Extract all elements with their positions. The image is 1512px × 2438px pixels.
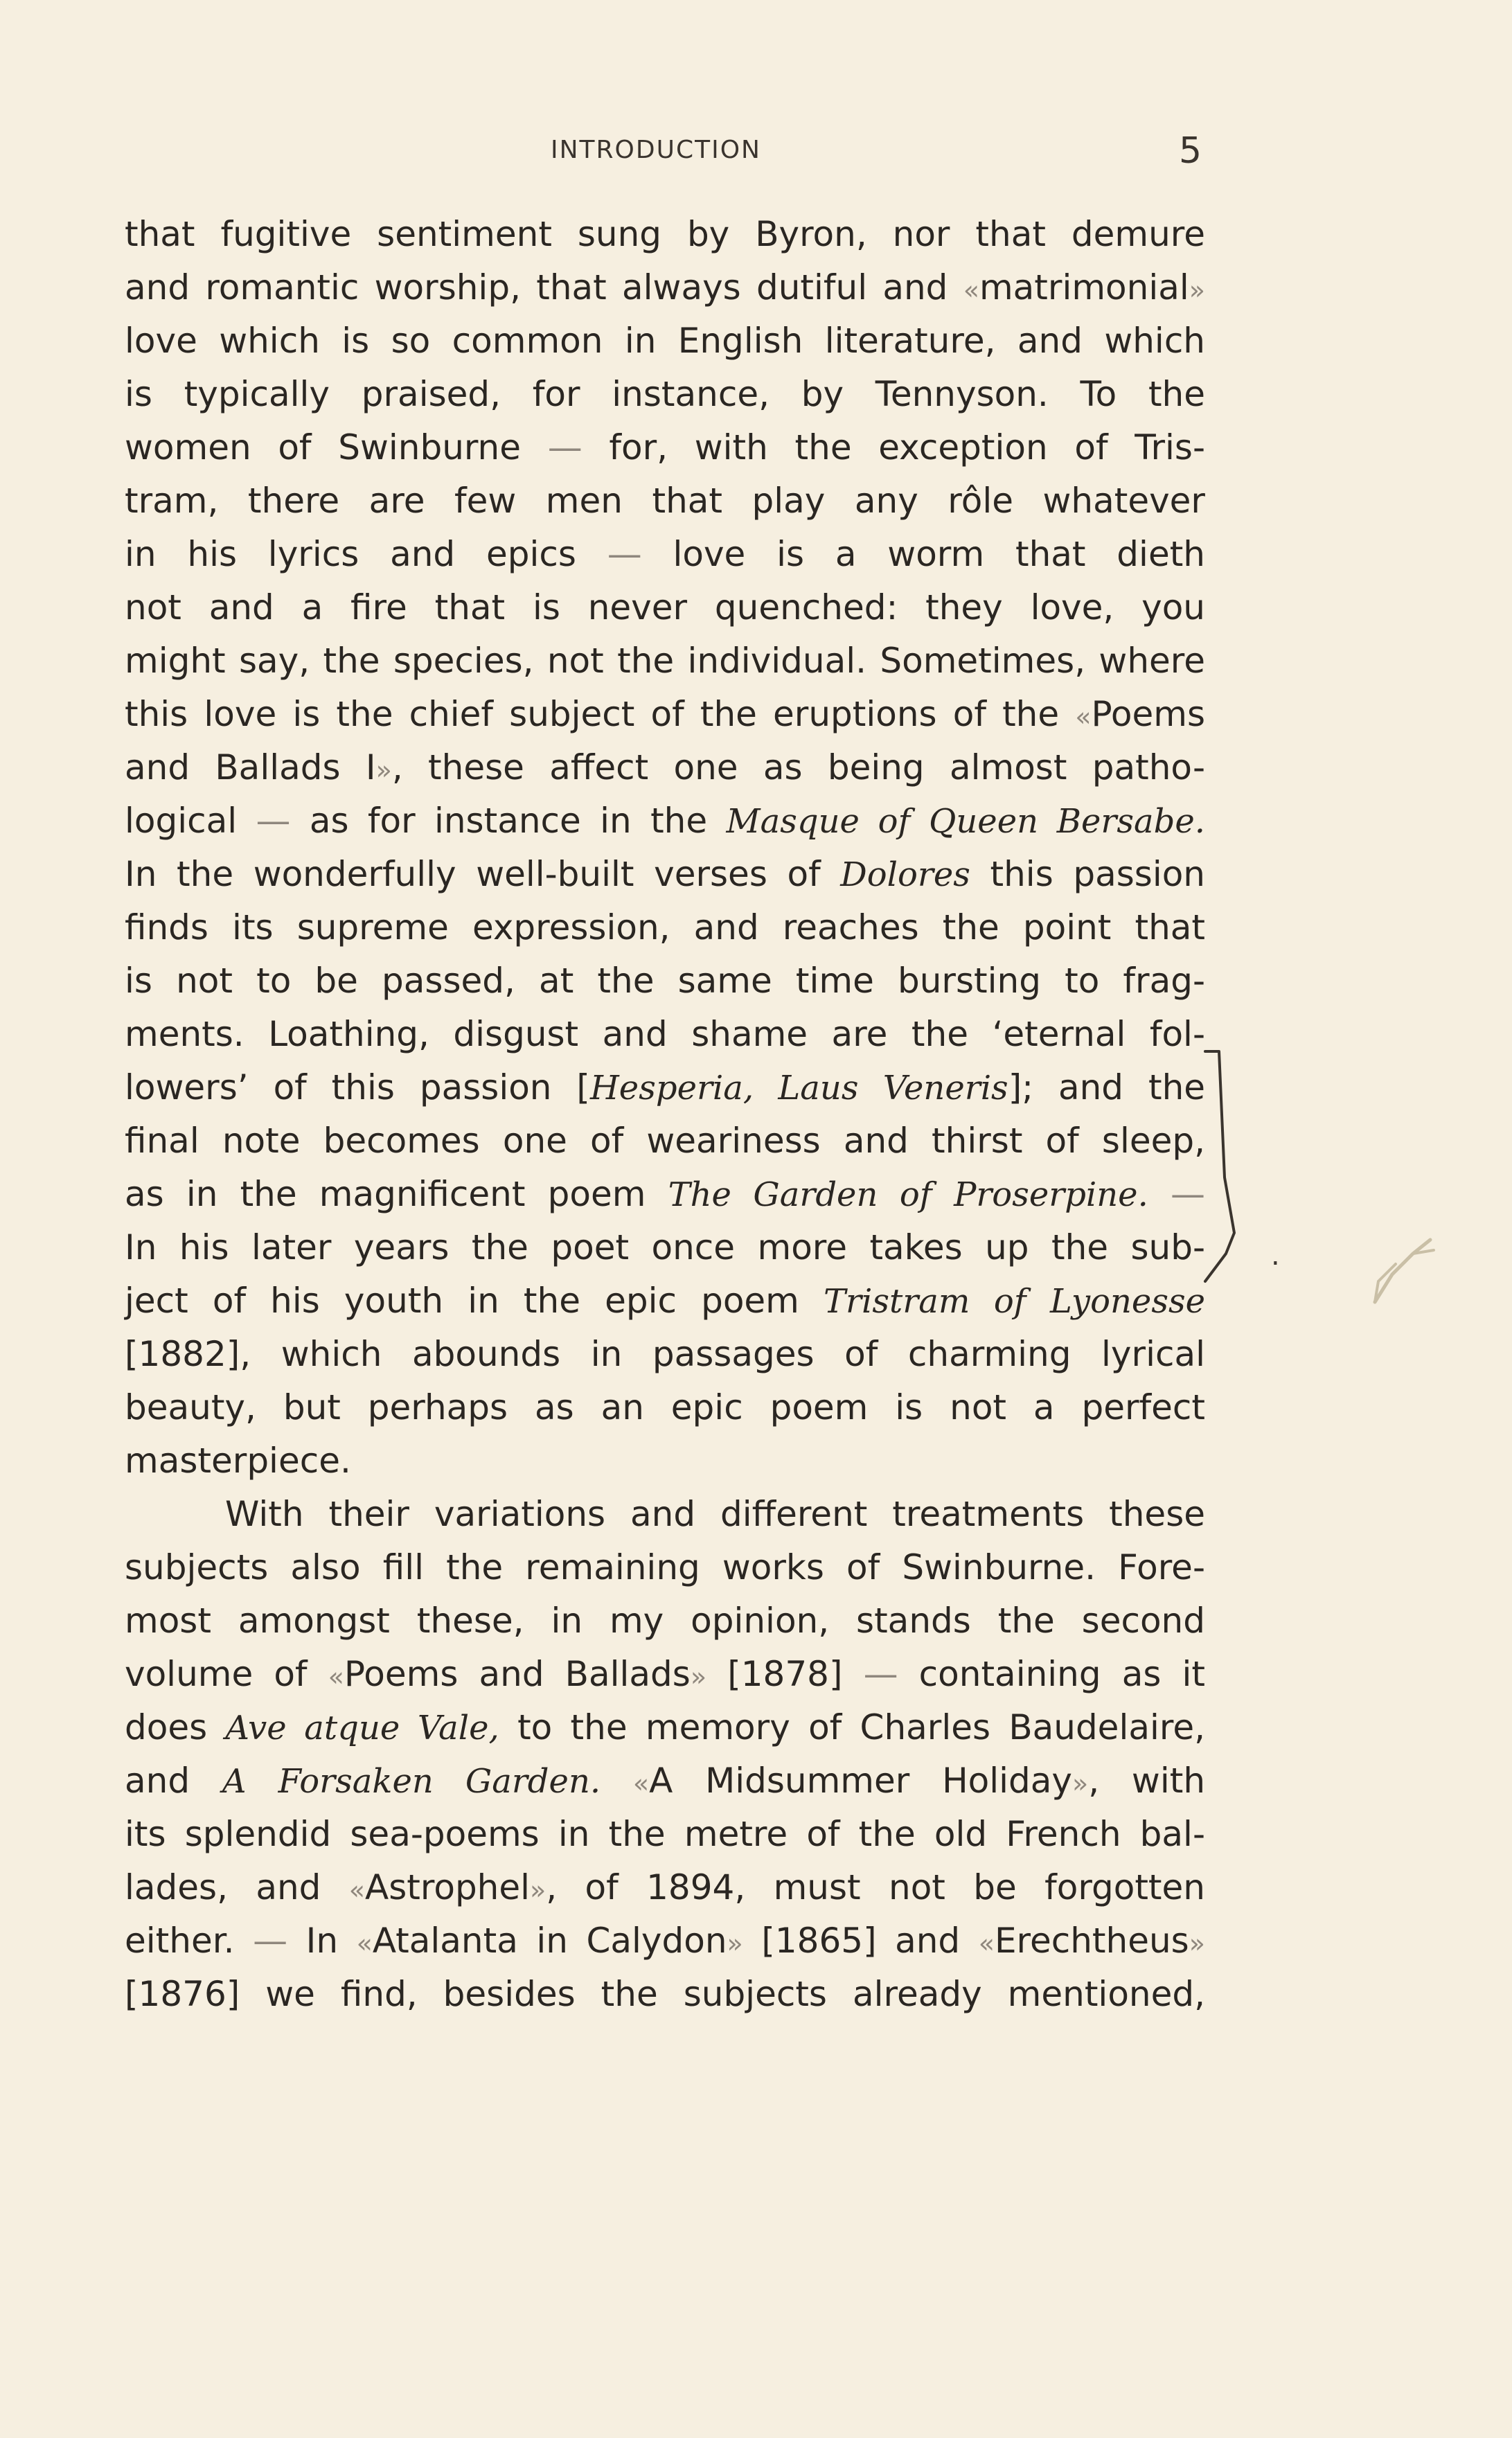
italic-title: A Forsaken Garden. bbox=[222, 1762, 601, 1801]
text-line bbox=[125, 1808, 1205, 1861]
text-segment: ject of his youth in the epic poem bbox=[125, 1281, 824, 1321]
text-segment: for, with the exception of Tris- bbox=[582, 427, 1205, 468]
text-segment: in his lyrics and epics bbox=[125, 534, 607, 574]
text-line bbox=[125, 208, 1205, 261]
text-segment: ]; and the bbox=[1008, 1067, 1206, 1107]
text-line bbox=[125, 1381, 1205, 1434]
text-segment: Erechtheus bbox=[994, 1921, 1189, 1961]
text-segment: « bbox=[978, 1928, 995, 1959]
text-segment: — bbox=[863, 1654, 898, 1694]
text-line bbox=[125, 741, 1205, 794]
text-segment: final note becomes one of weariness and thirst of sleep, bbox=[125, 1121, 1205, 1161]
text-line bbox=[125, 794, 1205, 848]
text-segment: » bbox=[727, 1928, 743, 1959]
text-segment: as for instance in the bbox=[290, 801, 727, 841]
text-line bbox=[125, 261, 1205, 314]
text-line bbox=[125, 1594, 1205, 1648]
italic-title: Masque of Queen Bersabe. bbox=[726, 802, 1205, 841]
text-segment: as in the magnificent poem bbox=[125, 1174, 668, 1214]
text-segment: — bbox=[607, 534, 642, 574]
italic-title: The Garden of Proserpine. bbox=[668, 1175, 1148, 1214]
text-line bbox=[125, 1168, 1205, 1221]
text-segment: finds its supreme expression, and reaches the point that bbox=[125, 907, 1205, 947]
text-segment: to the memory of Charles Baudelaire, bbox=[499, 1707, 1205, 1747]
text-segment: containing as it bbox=[898, 1654, 1205, 1694]
text-segment: [1882], which abounds in passages of charming lyrical bbox=[125, 1334, 1205, 1374]
text-line bbox=[125, 1914, 1205, 1968]
text-line bbox=[125, 581, 1205, 634]
text-line bbox=[125, 848, 1205, 901]
text-line bbox=[125, 368, 1205, 421]
running-head-title: INTRODUCTION bbox=[551, 136, 761, 164]
margin-dot-mark: . bbox=[1271, 1240, 1280, 1272]
text-line bbox=[125, 1061, 1205, 1114]
text-segment: In bbox=[287, 1921, 357, 1961]
text-line bbox=[125, 1701, 1205, 1754]
text-segment: — bbox=[253, 1921, 288, 1961]
text-segment: « bbox=[328, 1662, 344, 1692]
text-segment: is typically praised, for instance, by Tennyson. To the bbox=[125, 374, 1205, 414]
text-segment: » bbox=[1072, 1768, 1089, 1799]
text-line bbox=[125, 1434, 1205, 1488]
text-segment: its splendid sea-poems in the metre of the old French bal- bbox=[125, 1814, 1205, 1854]
text-segment: Poems and Ballads bbox=[344, 1654, 691, 1694]
text-segment: ments. Loathing, disgust and shame are the ‘eternal fol- bbox=[125, 1014, 1205, 1054]
text-segment: might say, the species, not the individual. Sometimes, where bbox=[125, 641, 1205, 681]
text-segment: [1876] we find, besides the subjects already mentioned, bbox=[125, 1974, 1205, 2014]
italic-title: Hesperia, Laus Veneris bbox=[589, 1069, 1008, 1107]
text-segment: — bbox=[547, 427, 582, 468]
text-line bbox=[125, 1274, 1205, 1328]
text-segment bbox=[601, 1761, 633, 1801]
text-segment: [1878] bbox=[706, 1654, 864, 1694]
margin-pencil-mark bbox=[1364, 1233, 1448, 1309]
text-line bbox=[125, 1008, 1205, 1061]
text-segment: either. bbox=[125, 1921, 254, 1961]
text-segment: most amongst these, in my opinion, stands the second bbox=[125, 1601, 1205, 1641]
text-line bbox=[125, 1221, 1205, 1274]
text-segment: » bbox=[1189, 275, 1205, 305]
text-segment: « bbox=[963, 275, 979, 305]
running-head bbox=[0, 130, 1512, 172]
text-segment: With their variations and different treatments these bbox=[225, 1494, 1205, 1534]
text-segment: this love is the chief subject of the eruptions of the bbox=[125, 694, 1076, 734]
text-line bbox=[125, 1328, 1205, 1381]
text-line bbox=[125, 528, 1205, 581]
text-segment: In his later years the poet once more takes up the sub- bbox=[125, 1227, 1205, 1267]
margin-bracket-mark bbox=[1198, 1046, 1281, 1295]
text-segment: A Midsummer Holiday bbox=[649, 1761, 1073, 1801]
text-segment: « bbox=[1075, 702, 1092, 732]
text-segment: Poems bbox=[1091, 694, 1205, 734]
text-segment: « bbox=[348, 1875, 366, 1905]
text-line bbox=[125, 1114, 1205, 1168]
text-segment: Astrophel bbox=[365, 1867, 531, 1907]
text-line bbox=[125, 314, 1205, 368]
text-line bbox=[125, 634, 1205, 688]
text-segment: lowers’ of this passion [ bbox=[125, 1067, 590, 1107]
text-line bbox=[125, 954, 1205, 1008]
text-line bbox=[125, 421, 1205, 474]
text-segment: tram, there are few men that play any rôle whatever bbox=[125, 481, 1205, 521]
text-line bbox=[125, 1861, 1205, 1914]
text-segment: does bbox=[125, 1707, 226, 1747]
text-segment: , these affect one as being almost patho- bbox=[391, 747, 1205, 788]
text-segment: Atalanta in Calydon bbox=[372, 1921, 727, 1961]
text-segment: beauty, but perhaps as an epic poem is not a perfect bbox=[125, 1387, 1205, 1427]
text-segment: volume of bbox=[125, 1654, 328, 1694]
text-segment: subjects also fill the remaining works of Swinburne. Fore- bbox=[125, 1547, 1205, 1587]
text-segment: — bbox=[256, 801, 291, 841]
text-segment: love which is so common in English literature, and which bbox=[125, 321, 1205, 361]
text-segment: , with bbox=[1088, 1761, 1206, 1801]
text-segment: [1865] and bbox=[742, 1921, 979, 1961]
text-segment: » bbox=[530, 1875, 546, 1905]
text-line bbox=[125, 474, 1205, 528]
text-segment: , of 1894, must not be forgotten bbox=[546, 1867, 1205, 1907]
text-segment: lades, and bbox=[125, 1867, 349, 1907]
body-text bbox=[125, 208, 1205, 2021]
italic-title: Tristram of Lyonesse bbox=[824, 1282, 1205, 1321]
text-segment: and Ballads I bbox=[125, 747, 376, 788]
text-line bbox=[125, 1488, 1205, 1541]
text-segment: and bbox=[125, 1761, 222, 1801]
text-segment: » bbox=[690, 1662, 707, 1692]
text-segment: not and a fire that is never quenched: they love, you bbox=[125, 587, 1205, 628]
italic-title: Ave atque Vale, bbox=[225, 1709, 499, 1747]
text-segment: — bbox=[1171, 1174, 1206, 1214]
text-segment: « bbox=[632, 1768, 650, 1799]
italic-title: Dolores bbox=[840, 855, 970, 894]
text-segment: that fugitive sentiment sung by Byron, nor that demure bbox=[125, 214, 1205, 254]
text-segment: In the wonderfully well-built verses of bbox=[125, 854, 841, 894]
text-line bbox=[125, 1648, 1205, 1701]
text-segment: this passion bbox=[970, 854, 1205, 894]
text-segment: matrimonial bbox=[979, 267, 1189, 308]
text-segment: is not to be passed, at the same time bursting to frag- bbox=[125, 961, 1205, 1001]
text-line bbox=[125, 1541, 1205, 1594]
text-segment: » bbox=[375, 755, 392, 785]
text-line bbox=[125, 1754, 1205, 1808]
text-segment bbox=[1148, 1174, 1171, 1214]
text-segment: love is a worm that dieth bbox=[641, 534, 1205, 574]
text-segment: » bbox=[1189, 1928, 1205, 1959]
text-line bbox=[125, 688, 1205, 741]
text-line bbox=[125, 901, 1205, 954]
text-segment: logical bbox=[125, 801, 256, 841]
text-segment: and romantic worship, that always dutiful and bbox=[125, 267, 963, 308]
text-segment: « bbox=[356, 1928, 373, 1959]
page-number: 5 bbox=[1179, 130, 1202, 172]
text-line bbox=[125, 1968, 1205, 2021]
text-segment: masterpiece. bbox=[125, 1441, 351, 1481]
text-segment: women of Swinburne bbox=[125, 427, 548, 468]
